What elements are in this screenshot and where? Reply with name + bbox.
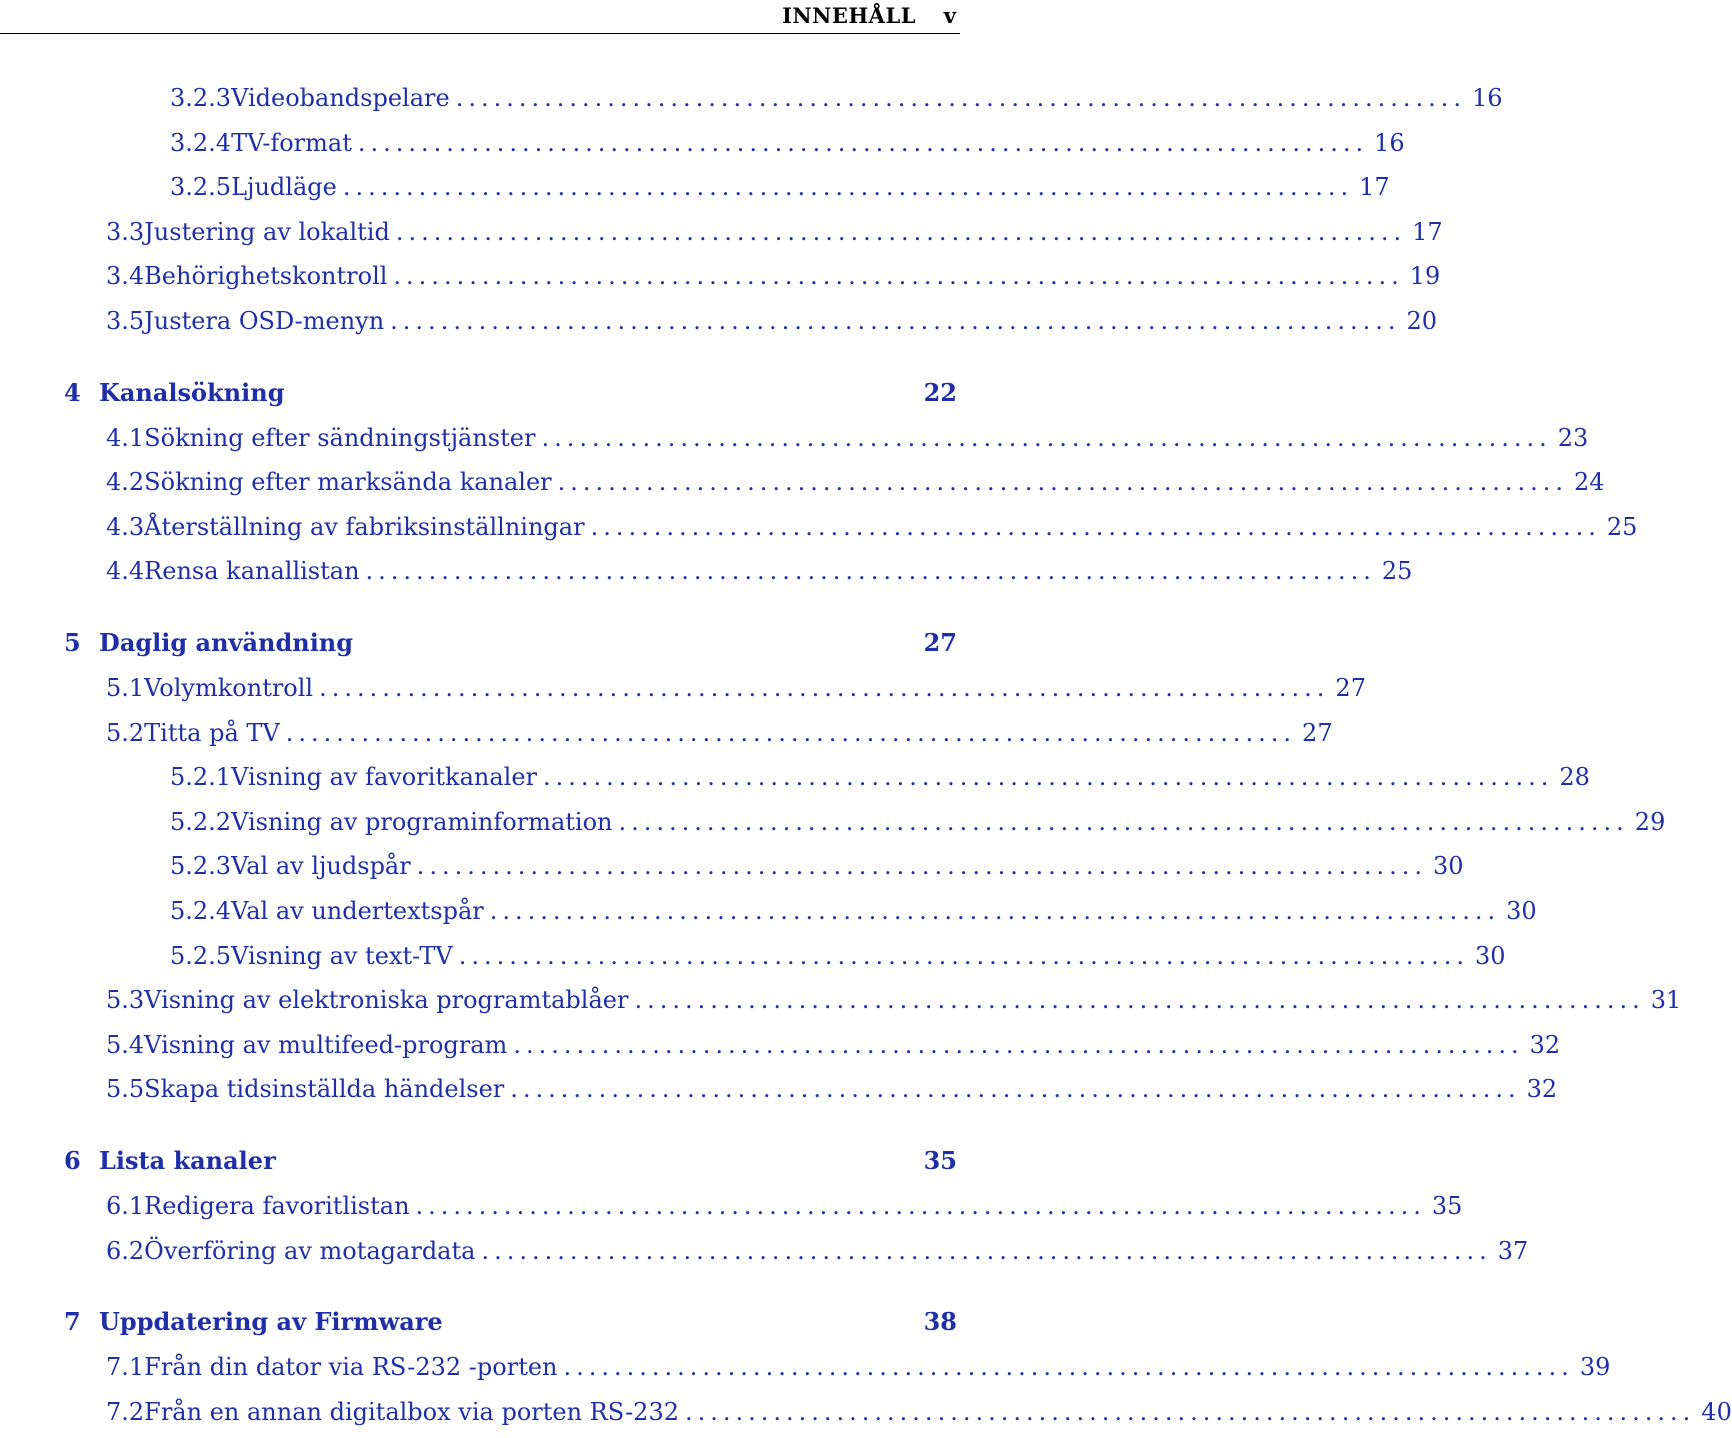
toc-entry-number: 3.5 [106, 307, 145, 335]
toc-entry-number: 5.2.1 [170, 763, 232, 792]
toc-entry-number: 3.2.4 [170, 128, 232, 157]
dot-leader: ................................................................................ [590, 512, 1601, 541]
dot-leader: ................................................................................ [395, 217, 1407, 246]
toc-entry-title: Val av ljudspår [231, 852, 411, 881]
toc-entry-section[interactable] [106, 672, 1366, 704]
toc-entry-number: 4.2 [106, 468, 145, 497]
toc-entry-number: 4.4 [106, 557, 145, 586]
toc-entry-page: 31 [1650, 986, 1682, 1015]
toc-entry-title: Sökning efter marksända kanaler [144, 468, 552, 497]
toc-entry-subsection[interactable] [170, 895, 1537, 927]
toc-entry-subsection[interactable] [170, 806, 1666, 838]
dot-leader: ................................................................................ [416, 852, 1428, 881]
toc-entry-title: Lista kanaler [99, 1146, 276, 1175]
dot-leader: ................................................................................ [390, 307, 1401, 335]
toc-entry-number: 6.2 [106, 1236, 145, 1265]
toc-entry-number: 5 [64, 628, 81, 657]
toc-entry-number: 5.1 [106, 674, 145, 702]
toc-entry-number: 7.1 [106, 1353, 145, 1382]
toc-entry-number: 3.3 [106, 217, 145, 246]
toc-entry-title: Visning av text-TV [231, 941, 453, 970]
toc-entry-page: 22 [923, 377, 957, 407]
dot-leader: ................................................................................ [557, 468, 1568, 497]
toc-entry-title: Justera OSD-menyn [144, 307, 385, 335]
toc-entry-subsection[interactable] [170, 82, 1503, 114]
toc-entry-title: Titta på TV [144, 718, 280, 747]
toc-entry-title: Daglig användning [99, 628, 354, 657]
dot-leader: ................................................................................ [455, 84, 1467, 112]
toc-entry-title: Från en annan digitalbox via porten RS-232 [144, 1397, 679, 1426]
toc-entry-number: 5.5 [106, 1075, 145, 1104]
toc-entry-number: 4.3 [106, 512, 145, 541]
toc-entry-section[interactable] [106, 216, 1443, 248]
toc-entry-page: 17 [1412, 217, 1443, 246]
running-header [0, 0, 960, 34]
toc-entry-page: 32 [1526, 1075, 1558, 1104]
toc-entry-section[interactable] [106, 1351, 1611, 1383]
toc-entry-subsection[interactable] [170, 940, 1506, 972]
toc-entry-title: Uppdatering av Firmware [99, 1307, 443, 1337]
dot-leader: ................................................................................ [342, 173, 1354, 202]
toc-entry-chapter[interactable] [64, 377, 957, 409]
dot-leader: ................................................................................ [541, 423, 1552, 452]
toc-entry-number: 6.1 [106, 1192, 145, 1220]
dot-leader: ................................................................................ [510, 1075, 1521, 1104]
toc-entry-page: 25 [1606, 512, 1638, 541]
toc-entry-page: 40 [1701, 1397, 1732, 1426]
dot-leader: ................................................................................ [543, 763, 1554, 792]
dot-leader: ................................................................................ [285, 718, 1297, 747]
toc-entry-subsection[interactable] [170, 761, 1590, 793]
dot-leader: ................................................................................ [357, 128, 1369, 157]
toc-entry-title: Visning av elektroniska programtablåer [144, 986, 629, 1015]
dot-leader: ................................................................................ [393, 262, 1404, 291]
toc-entry-page: 30 [1475, 941, 1506, 970]
toc-entry-title: Skapa tidsinställda händelser [144, 1075, 505, 1104]
toc-entry-chapter[interactable] [64, 1145, 957, 1177]
toc-entry-section[interactable] [106, 1073, 1558, 1105]
toc-entry-number: 3.4 [106, 262, 145, 291]
toc-entry-title: Redigera favoritlistan [144, 1192, 410, 1220]
dot-leader: ................................................................................ [563, 1353, 1574, 1382]
toc-entry-section[interactable] [106, 555, 1413, 587]
toc-entry-page: 17 [1359, 173, 1390, 202]
toc-entry-title: Överföring av motagardata [144, 1236, 476, 1265]
toc-entry-title: Val av undertextspår [231, 897, 484, 925]
toc-entry-number: 3.2.3 [170, 84, 232, 112]
toc-entry-chapter[interactable] [64, 627, 957, 659]
toc-entry-page: 30 [1506, 897, 1537, 925]
toc-entry-number: 5.2.5 [170, 941, 232, 970]
dot-leader: ................................................................................ [319, 674, 1330, 702]
toc-entry-title: Visning av programinformation [231, 807, 613, 836]
toc-entry-subsection[interactable] [170, 127, 1405, 159]
dot-leader: ................................................................................ [489, 897, 1501, 925]
toc-entry-page: 19 [1409, 262, 1441, 291]
toc-entry-title: Kanalsökning [99, 377, 285, 407]
toc-entry-page: 27 [923, 628, 957, 657]
toc-entry-title: Volymkontroll [144, 674, 314, 702]
toc-entry-title: Från din dator via RS-232 -porten [144, 1353, 558, 1382]
toc-entry-title: Videobandspelare [231, 84, 450, 112]
toc-entry-page: 28 [1559, 763, 1590, 792]
toc-entry-number: 5.2.4 [170, 897, 232, 925]
toc-entry-number: 4 [64, 377, 81, 407]
toc-entry-number: 7 [64, 1307, 81, 1337]
toc-entry-subsection[interactable] [170, 850, 1464, 882]
toc-entry-title: TV-format [231, 128, 352, 157]
toc-entry-title: Visning av favoritkanaler [231, 763, 538, 792]
toc-entry-page: 35 [923, 1146, 957, 1175]
dot-leader: ................................................................................ [415, 1192, 1426, 1220]
dot-leader: ................................................................................ [365, 557, 1376, 586]
toc-entry-page: 29 [1634, 807, 1666, 836]
toc-entry-page: 30 [1433, 852, 1464, 881]
header-title: INNEHÅLL [782, 3, 916, 28]
toc-entry-page: 39 [1579, 1353, 1611, 1382]
toc-entry-page: 16 [1374, 128, 1405, 157]
toc-entry-number: 5.2.3 [170, 852, 232, 881]
toc-entry-number: 5.3 [106, 986, 145, 1015]
toc-entry-title: Ljudläge [231, 173, 337, 202]
toc-entry-section[interactable] [106, 511, 1638, 543]
toc-entry-title: Visning av multifeed-program [144, 1030, 508, 1059]
toc-entry-section[interactable] [106, 1190, 1463, 1222]
toc-entry-title: Rensa kanallistan [144, 557, 360, 586]
toc-entry-section[interactable] [106, 1396, 1732, 1428]
toc-entry-title: Sökning efter sändningstjänster [144, 423, 536, 452]
toc-entry-page: 27 [1335, 674, 1366, 702]
toc-entry-page: 27 [1302, 718, 1333, 747]
toc-entry-page: 16 [1472, 84, 1503, 112]
toc-entry-page: 38 [923, 1307, 957, 1337]
toc-entry-section[interactable] [106, 1029, 1561, 1061]
toc-entry-title: Justering av lokaltid [144, 217, 390, 246]
toc-entry-section[interactable] [106, 260, 1441, 292]
toc-entry-chapter[interactable] [64, 1306, 957, 1338]
toc-entry-section[interactable] [106, 1235, 1529, 1267]
dot-leader: ................................................................................ [458, 941, 1469, 970]
dot-leader: ................................................................................ [684, 1397, 1696, 1426]
dot-leader: ................................................................................ [634, 986, 1645, 1015]
toc-entry-page: 23 [1557, 423, 1589, 452]
dot-leader: ................................................................................ [618, 807, 1629, 836]
toc-entry-number: 3.2.5 [170, 173, 232, 202]
dot-leader: ................................................................................ [513, 1030, 1524, 1059]
toc-entry-section[interactable] [106, 305, 1438, 337]
toc-entry-number: 6 [64, 1146, 81, 1175]
toc-entry-section[interactable] [106, 466, 1605, 498]
dot-leader: ................................................................................ [481, 1236, 1492, 1265]
toc-entry-section[interactable] [106, 717, 1333, 749]
toc-entry-title: Återställning av fabriksinställningar [144, 512, 585, 541]
toc-entry-page: 25 [1381, 557, 1413, 586]
toc-entry-page: 35 [1431, 1192, 1463, 1220]
toc-entry-section[interactable] [106, 984, 1682, 1016]
toc-entry-subsection[interactable] [170, 171, 1390, 203]
toc-entry-page: 37 [1497, 1236, 1529, 1265]
toc-entry-number: 5.2 [106, 718, 145, 747]
toc-entry-section[interactable] [106, 422, 1589, 454]
toc-entry-page: 32 [1529, 1030, 1561, 1059]
toc-entry-number: 5.2.2 [170, 807, 232, 836]
header-page-number: v [943, 3, 956, 28]
toc-entry-number: 7.2 [106, 1397, 145, 1426]
toc-entry-title: Behörighetskontroll [144, 262, 388, 291]
toc-entry-number: 5.4 [106, 1030, 145, 1059]
toc-entry-page: 20 [1406, 307, 1438, 335]
toc-entry-page: 24 [1573, 468, 1605, 497]
toc-entry-number: 4.1 [106, 423, 145, 452]
